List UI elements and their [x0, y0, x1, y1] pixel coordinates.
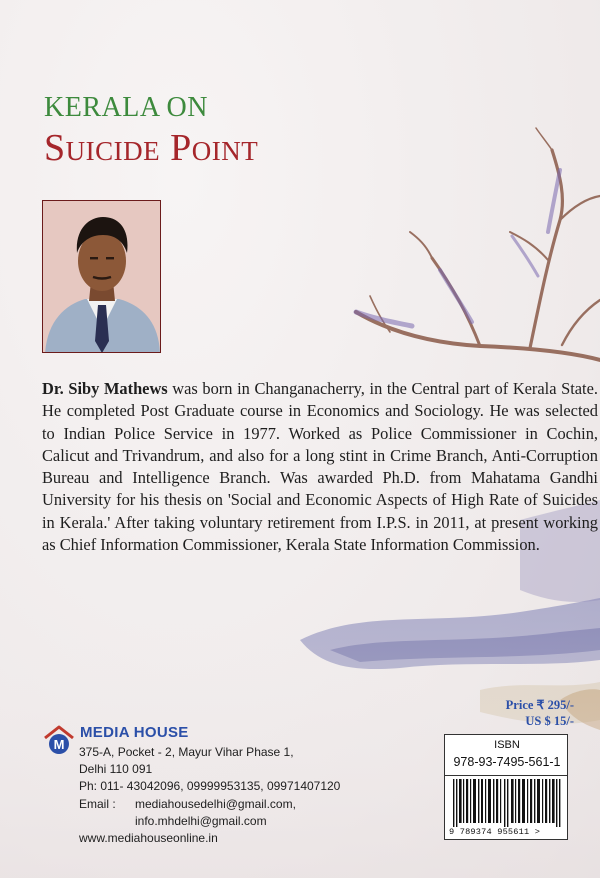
- author-biography: [42, 378, 598, 556]
- publisher-website: www.mediahouseonline.in: [79, 831, 218, 846]
- svg-text:M: M: [53, 737, 65, 752]
- price-usd: US $ 15/-: [525, 714, 574, 728]
- book-title-line1: KERALA ON: [44, 92, 208, 123]
- media-house-logo-icon: [42, 724, 76, 756]
- author-name: Dr. Siby Mathews: [42, 379, 168, 398]
- isbn-number: 978-93-7495-561-1: [453, 755, 561, 769]
- publisher-name: MEDIA HOUSE: [80, 724, 189, 741]
- price-block: [472, 697, 574, 729]
- publisher-email-1: mediahousedelhi@gmail.com,: [135, 796, 296, 811]
- price-inr: Price ₹ 295/-: [505, 698, 574, 712]
- barcode-digits: 9 789374 955611 >: [449, 827, 541, 837]
- author-bio-text: was born in Changanacherry, in the Central part of Kerala State. He completed Post Graduate course in Economics and Sociology. He was selected to Indian Police Service in 1977. Worked as Police Commissioner in Cochin, Calicut and Trivandrum, and also for a long stint in Crime Branch, Anti-Corruption Bureau and Intelligence Branch. Was awarded Ph.D. from Mahatama Gandhi University for his thesis on 'Social and Economic Aspects of High Rate of Suicides in Kerala.' After taking voluntary retirement from I.P.S. in 2011, at present working as Chief Information Commissioner, Kerala State Information Commission.: [42, 379, 598, 555]
- barcode-icon: [451, 779, 563, 827]
- publisher-contact: [79, 744, 340, 847]
- publisher-email-row: [79, 796, 340, 830]
- isbn-label: ISBN: [494, 739, 520, 751]
- publisher-address-line1: 375-A, Pocket - 2, Mayur Vihar Phase 1,: [79, 745, 294, 759]
- publisher-phone: Ph: 011- 43042096, 09999953135, 09971407120: [79, 779, 341, 794]
- author-photo: [42, 200, 161, 353]
- publisher-email-2: info.mhdelhi@gmail.com: [135, 813, 267, 828]
- book-title-line2: Suicide Point: [44, 127, 259, 169]
- publisher-address-line2: Delhi 110 091: [79, 762, 153, 777]
- email-label: Email :: [79, 796, 116, 811]
- isbn-barcode-box: [444, 734, 568, 840]
- author-portrait-icon: [43, 201, 161, 353]
